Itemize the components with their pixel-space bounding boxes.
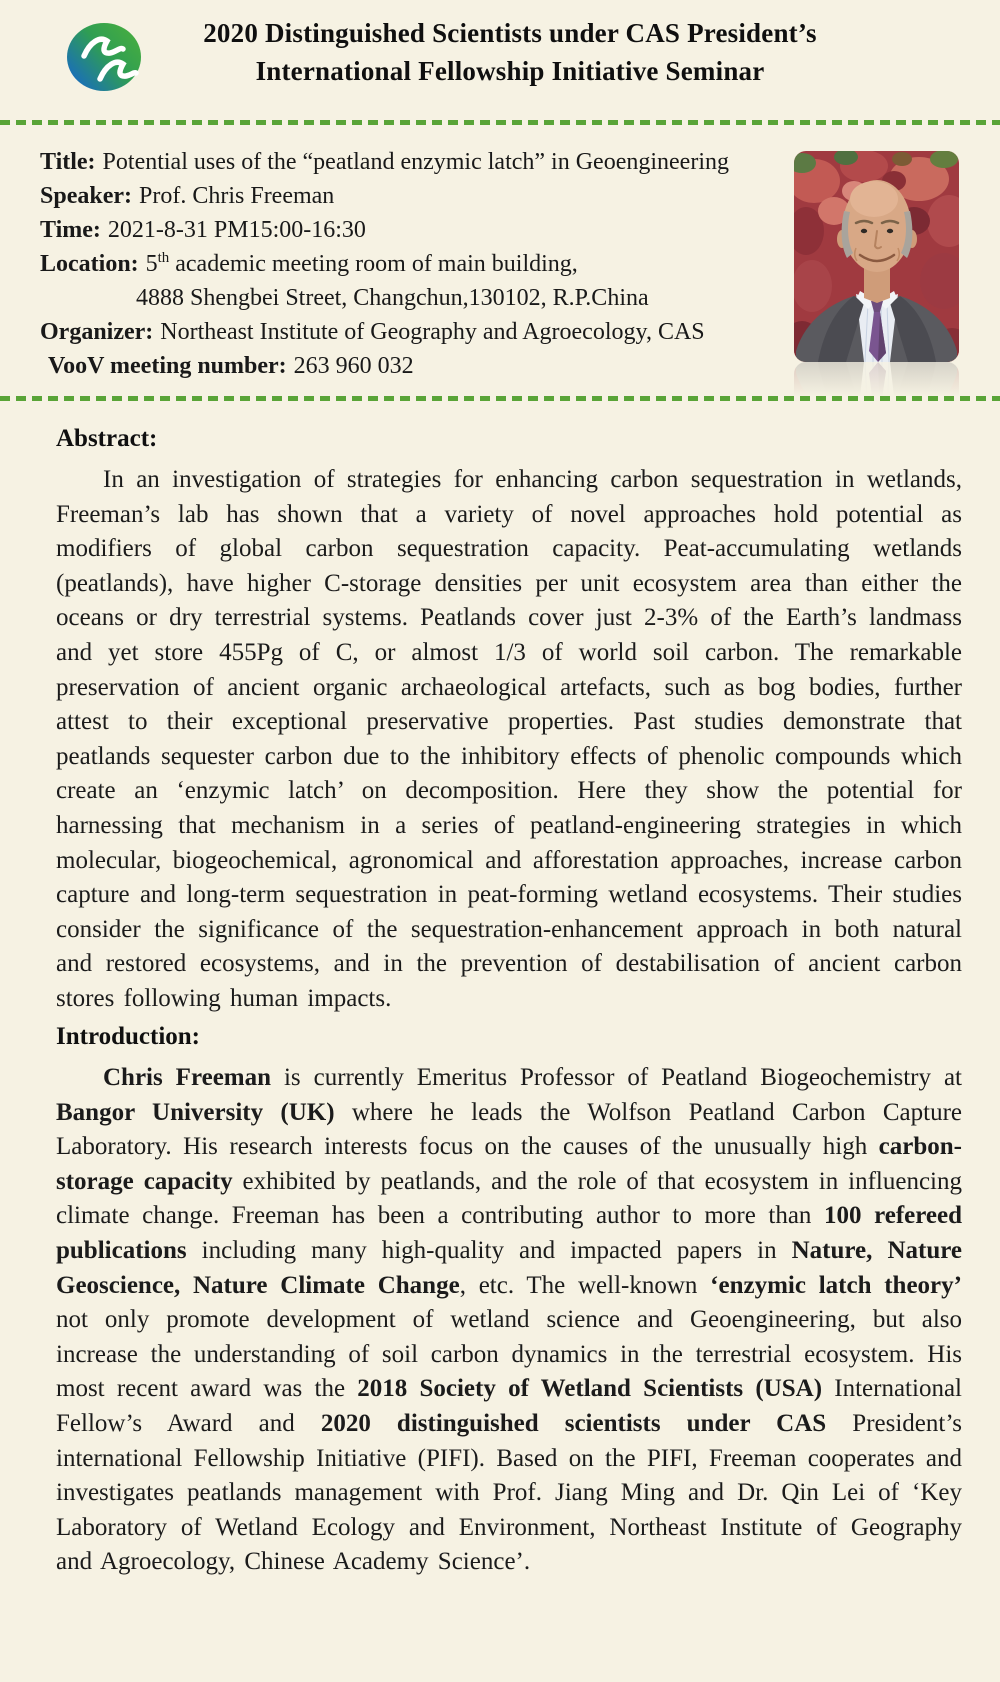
seminar-title <box>150 14 870 90</box>
speaker-photo <box>794 151 959 397</box>
institute-globe-logo <box>66 22 142 92</box>
abstract-paragraph: In an investigation of strategies for enhancing carbon sequestration in wetlands, Freeman’s lab has shown that a variety of novel approaches hold potential as modifiers of global carbon sequestration capacity. Peat-accumulating wetlands (peatlands), have higher C-storage densities per unit ecosystem area than either the oceans or dry terrestrial systems. Peatlands cover just 2-3% of the Earth’s landmass and yet store 455Pg of C, or almost 1/3 of world soil carbon. The remarkable preservation of ancient organic archaeological artefacts, such as bog bodies, further attest to their exceptional preservative properties. Past studies demonstrate that peatlands sequester carbon due to the inhibitory effects of phenolic compounds which create an ‘enzymic latch’ on decomposition. Here they show the potential for harnessing that mechanism in a series of peatland-engineering strategies in which molecular, biogeochemical, agronomical and afforestation approaches, increase carbon capture and long-term sequestration in peat-forming wetland ecosystems. Their studies consider the significance of the sequestration-enhancement approach in both natural and restored ecosystems, and in the prevention of destabilisation of ancient carbon stores following human impacts. <box>56 466 962 1012</box>
info-row-voov <box>40 349 788 383</box>
introduction-paragraph: Chris Freeman is currently Emeritus Professor of Peatland Biogeochemistry at Bangor University (UK) where he leads the Wolfson Peatland Carbon Capture Laboratory. His research interests focus on the causes of the unusually high carbon-storage capacity exhibited by peatlands, and the role of that ecosystem in influencing climate change. Freeman has been a contributing author to more than 100 refereed publications including many high-quality and impacted papers in Nature, Nature Geoscience, Nature Climate Change, etc. The well-known ‘enzymic latch theory’ not only promote development of wetland science and Geoengineering, but also increase the understanding of soil carbon dynamics in the terrestrial ecosystem. His most recent award was the 2018 Society of Wetland Scientists (USA) International Fellow’s Award and 2020 distinguished scientists under CAS President’s international Fellowship Initiative (PIFI). Based on the PIFI, Freeman cooperates and investigates peatlands management with Prof. Jiang Ming and Dr. Qin Lei of ‘Key Laboratory of Wetland Ecology and Environment, Northeast Institute of Geography and Agroecology, Chinese Academy Science’. <box>56 1064 963 1576</box>
info-row-organizer <box>40 315 788 349</box>
info-speaker-value: Prof. Chris Freeman <box>139 183 335 209</box>
info-location-label: Location: <box>40 251 139 277</box>
info-title-value: Potential uses of the “peatland enzymic latch” in Geoengineering <box>102 149 729 175</box>
info-location-value: 5th academic meeting room of main building, <box>145 250 578 277</box>
info-time-value: 2021-8-31 PM15:00-16:30 <box>107 217 366 243</box>
info-row-title <box>40 145 788 179</box>
introduction-heading: Introduction: <box>56 1023 201 1050</box>
info-organizer-label: Organizer: <box>40 319 154 345</box>
info-voov-value: 263 960 032 <box>293 353 414 379</box>
info-time-label: Time: <box>40 217 101 243</box>
introduction-section <box>56 1020 962 1580</box>
info-row-location <box>40 247 788 281</box>
info-row-speaker <box>40 179 788 213</box>
info-organizer-value: Northeast Institute of Geography and Agroecology, CAS <box>160 319 705 345</box>
dashed-divider-top <box>0 120 1000 125</box>
speaker-photo-image <box>794 151 959 397</box>
info-row-time <box>40 213 788 247</box>
info-voov-label: VooV meeting number: <box>48 353 287 379</box>
abstract-heading: Abstract: <box>56 425 158 452</box>
info-title-label: Title: <box>40 149 96 175</box>
seminar-info <box>40 145 788 383</box>
seminar-title-line2: International Fellowship Initiative Seminar <box>255 56 765 86</box>
dashed-divider-bottom <box>0 396 1000 401</box>
seminar-title-line1: 2020 Distinguished Scientists under CAS President’s <box>203 18 817 48</box>
abstract-section <box>56 422 962 1017</box>
info-location-address: 4888 Shengbei Street, Changchun,130102, R.P.China <box>136 285 649 311</box>
info-speaker-label: Speaker: <box>40 183 132 209</box>
info-row-location-line2 <box>40 281 788 315</box>
globe-logo-icon <box>66 22 142 92</box>
